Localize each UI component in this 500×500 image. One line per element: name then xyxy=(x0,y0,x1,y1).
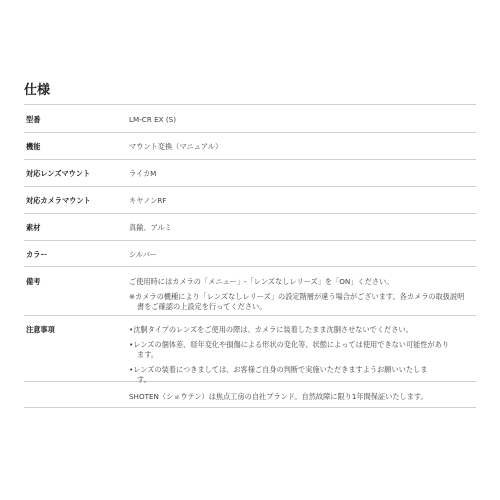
value-line: 書をご確認の上設定を行ってください。 xyxy=(137,302,267,311)
row-value xyxy=(129,214,476,240)
row-value xyxy=(129,105,476,132)
value-line: す。 xyxy=(137,375,151,384)
value-line: •レンズの装着につきましては、お客様ご自身の判断で実施いただきますようお願いいたしま xyxy=(129,365,428,374)
row-label: 対応カメラマウント xyxy=(26,196,91,205)
value-line: 真鍮、アルミ xyxy=(129,223,172,232)
value-line: マウント変換（マニュアル） xyxy=(129,142,223,151)
row-label: 注意事項 xyxy=(26,325,55,334)
row-label: カラー xyxy=(26,250,48,259)
value-line: キヤノンRF xyxy=(129,196,167,205)
row-label: 備考 xyxy=(26,277,41,286)
value-line: シルバー xyxy=(129,250,158,259)
value-line: ます。 xyxy=(137,350,158,359)
row-value xyxy=(129,160,476,186)
table-row xyxy=(24,160,476,187)
value-line: LM-CR EX (S) xyxy=(129,115,177,124)
table-row xyxy=(24,133,476,160)
table-row xyxy=(24,382,476,408)
spec-table xyxy=(24,104,476,408)
row-value xyxy=(129,133,476,159)
row-value xyxy=(129,187,476,213)
value-line: •沈胴タイプのレンズをご使用の際は、カメラに装着したまま沈胴させないでください。 xyxy=(129,325,413,334)
table-row xyxy=(24,187,476,214)
value-line: ご使用時にはカメラの「メニュー」-「レンズなしレリーズ」を「ON」ください。 xyxy=(129,277,394,286)
table-row xyxy=(24,316,476,382)
row-label: 対応レンズマウント xyxy=(26,169,91,178)
table-row xyxy=(24,241,476,267)
value-line: ※カメラの機種により「レンズなしレリーズ」の設定階層が違う場合がございます。各カメラの取扱説明 xyxy=(129,292,465,301)
page-title: 仕様 xyxy=(24,83,51,98)
row-value xyxy=(129,382,476,407)
value-line: •レンズの個体差、経年変化や損傷による形状の変化等、状態によっては使用できない可能性があり xyxy=(129,340,450,349)
table-row xyxy=(24,105,476,133)
row-value xyxy=(129,267,476,315)
value-line: SHOTEN（ショウテン）は焦点工房の自社ブランド。自然故障に限り1年間保証いたします。 xyxy=(129,392,428,401)
row-label: 機能 xyxy=(26,142,41,151)
row-label xyxy=(24,382,129,407)
table-row xyxy=(24,267,476,316)
row-label: 型番 xyxy=(26,115,41,124)
row-value xyxy=(129,316,476,384)
row-label: 素材 xyxy=(26,223,41,232)
table-row xyxy=(24,214,476,241)
value-line: ライカM xyxy=(129,169,157,178)
row-value xyxy=(129,241,476,266)
